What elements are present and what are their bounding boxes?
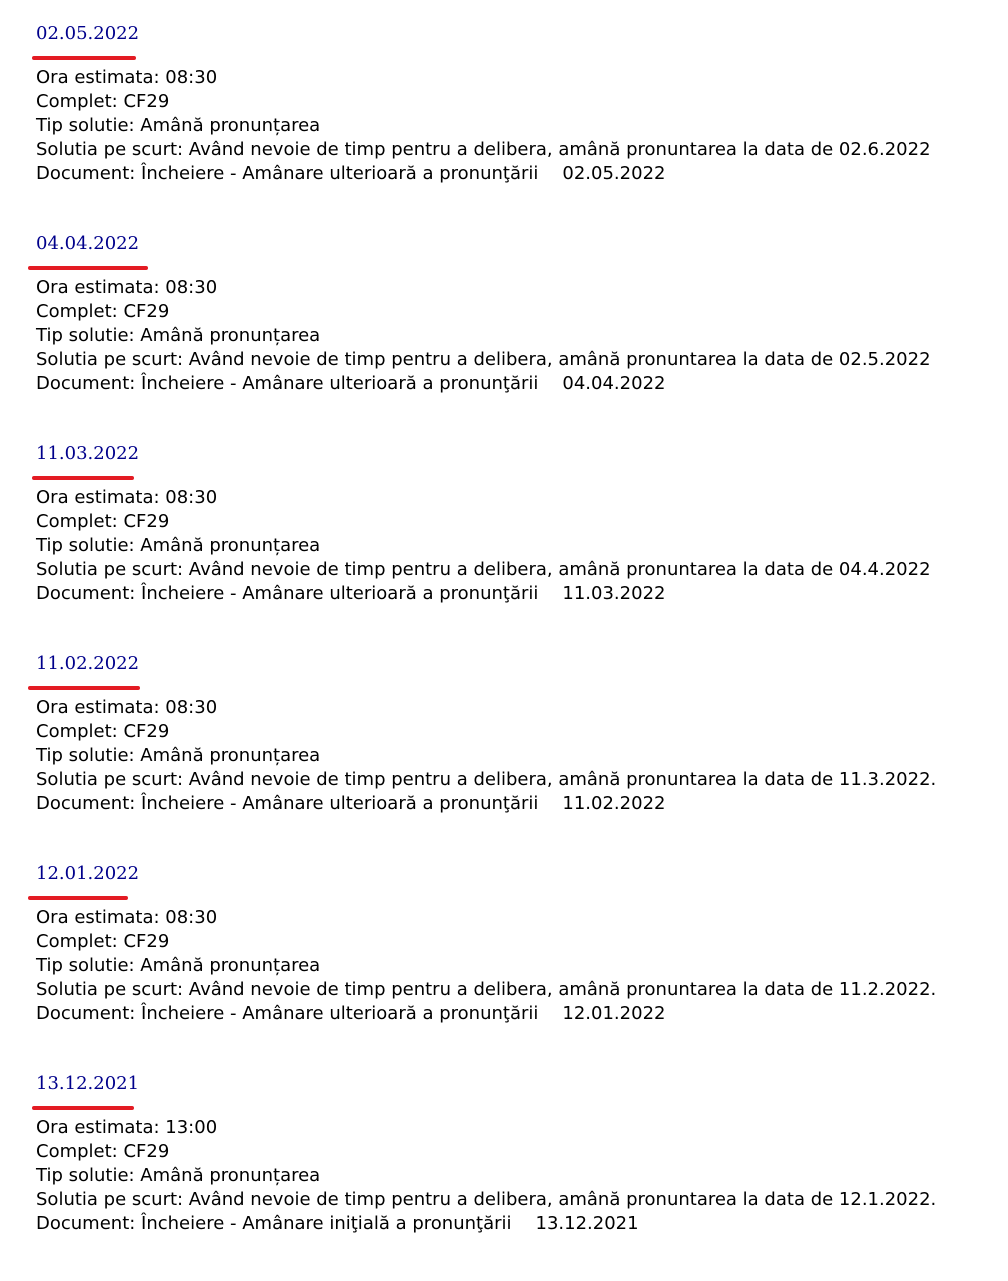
red-underline-mark [32,1106,134,1110]
solution-summary: Solutia pe scurt: Având nevoie de timp pentru a delibera, amână pronuntarea la data de 02.6.2022 [36,139,931,160]
red-underline-mark [32,56,136,60]
session-date-heading: 04.04.2022 [36,233,140,254]
session-details [36,906,936,1026]
solution-type: Tip solutie: Amână pronunțarea [36,115,321,136]
document-description: Document: Încheiere - Amânare iniţială a pronunţării [36,1213,512,1234]
estimated-time: Ora estimata: 08:30 [36,277,218,298]
estimated-time: Ora estimata: 08:30 [36,907,218,928]
panel: Complet: CF29 [36,931,170,952]
red-underline-mark [32,476,134,480]
panel: Complet: CF29 [36,91,170,112]
document-line [36,582,931,606]
document-line [36,1002,936,1026]
panel: Complet: CF29 [36,721,170,742]
panel: Complet: CF29 [36,301,170,322]
session-date-heading: 12.01.2022 [36,863,140,884]
session-entry [0,0,1008,200]
estimated-time: Ora estimata: 08:30 [36,697,218,718]
session-date-heading: 11.03.2022 [36,443,140,464]
solution-summary: Solutia pe scurt: Având nevoie de timp pentru a delibera, amână pronuntarea la data de 11.3.2022. [36,769,937,790]
session-entry [0,1050,1008,1250]
document-description: Document: Încheiere - Amânare ulterioară a pronunţării [36,583,539,604]
session-entry [0,210,1008,410]
document-date: 02.05.2022 [562,163,666,184]
session-details [36,1116,936,1236]
red-underline-mark [28,266,148,270]
solution-summary: Solutia pe scurt: Având nevoie de timp pentru a delibera, amână pronuntarea la data de 12.1.2022. [36,1189,937,1210]
document-line [36,792,936,816]
session-entry [0,420,1008,620]
solution-type: Tip solutie: Amână pronunțarea [36,325,321,346]
panel: Complet: CF29 [36,1141,170,1162]
document-description: Document: Încheiere - Amânare ulterioară a pronunţării [36,373,539,394]
document-date: 11.02.2022 [562,793,666,814]
panel: Complet: CF29 [36,511,170,532]
solution-summary: Solutia pe scurt: Având nevoie de timp pentru a delibera, amână pronuntarea la data de 11.2.2022. [36,979,937,1000]
session-details [36,486,931,606]
session-date-heading: 13.12.2021 [36,1073,140,1094]
document-description: Document: Încheiere - Amânare ulterioară a pronunţării [36,793,539,814]
document-date: 12.01.2022 [562,1003,666,1024]
session-details [36,66,931,186]
solution-type: Tip solutie: Amână pronunțarea [36,955,321,976]
document-description: Document: Încheiere - Amânare ulterioară a pronunţării [36,163,539,184]
solution-type: Tip solutie: Amână pronunțarea [36,535,321,556]
red-underline-mark [28,896,128,900]
red-underline-mark [28,686,140,690]
session-entry [0,630,1008,830]
solution-type: Tip solutie: Amână pronunțarea [36,745,321,766]
session-details [36,276,931,396]
session-date-heading: 11.02.2022 [36,653,140,674]
document-date: 13.12.2021 [535,1213,639,1234]
estimated-time: Ora estimata: 08:30 [36,487,218,508]
document-date: 04.04.2022 [562,373,666,394]
session-date-heading: 02.05.2022 [36,23,140,44]
document-line [36,162,931,186]
solution-type: Tip solutie: Amână pronunțarea [36,1165,321,1186]
solution-summary: Solutia pe scurt: Având nevoie de timp pentru a delibera, amână pronuntarea la data de 02.5.2022 [36,349,931,370]
document-line [36,372,931,396]
session-details [36,696,936,816]
document-line [36,1212,936,1236]
document-description: Document: Încheiere - Amânare ulterioară a pronunţării [36,1003,539,1024]
solution-summary: Solutia pe scurt: Având nevoie de timp pentru a delibera, amână pronuntarea la data de 04.4.2022 [36,559,931,580]
estimated-time: Ora estimata: 08:30 [36,67,218,88]
estimated-time: Ora estimata: 13:00 [36,1117,218,1138]
session-entry [0,840,1008,1040]
document-date: 11.03.2022 [562,583,666,604]
